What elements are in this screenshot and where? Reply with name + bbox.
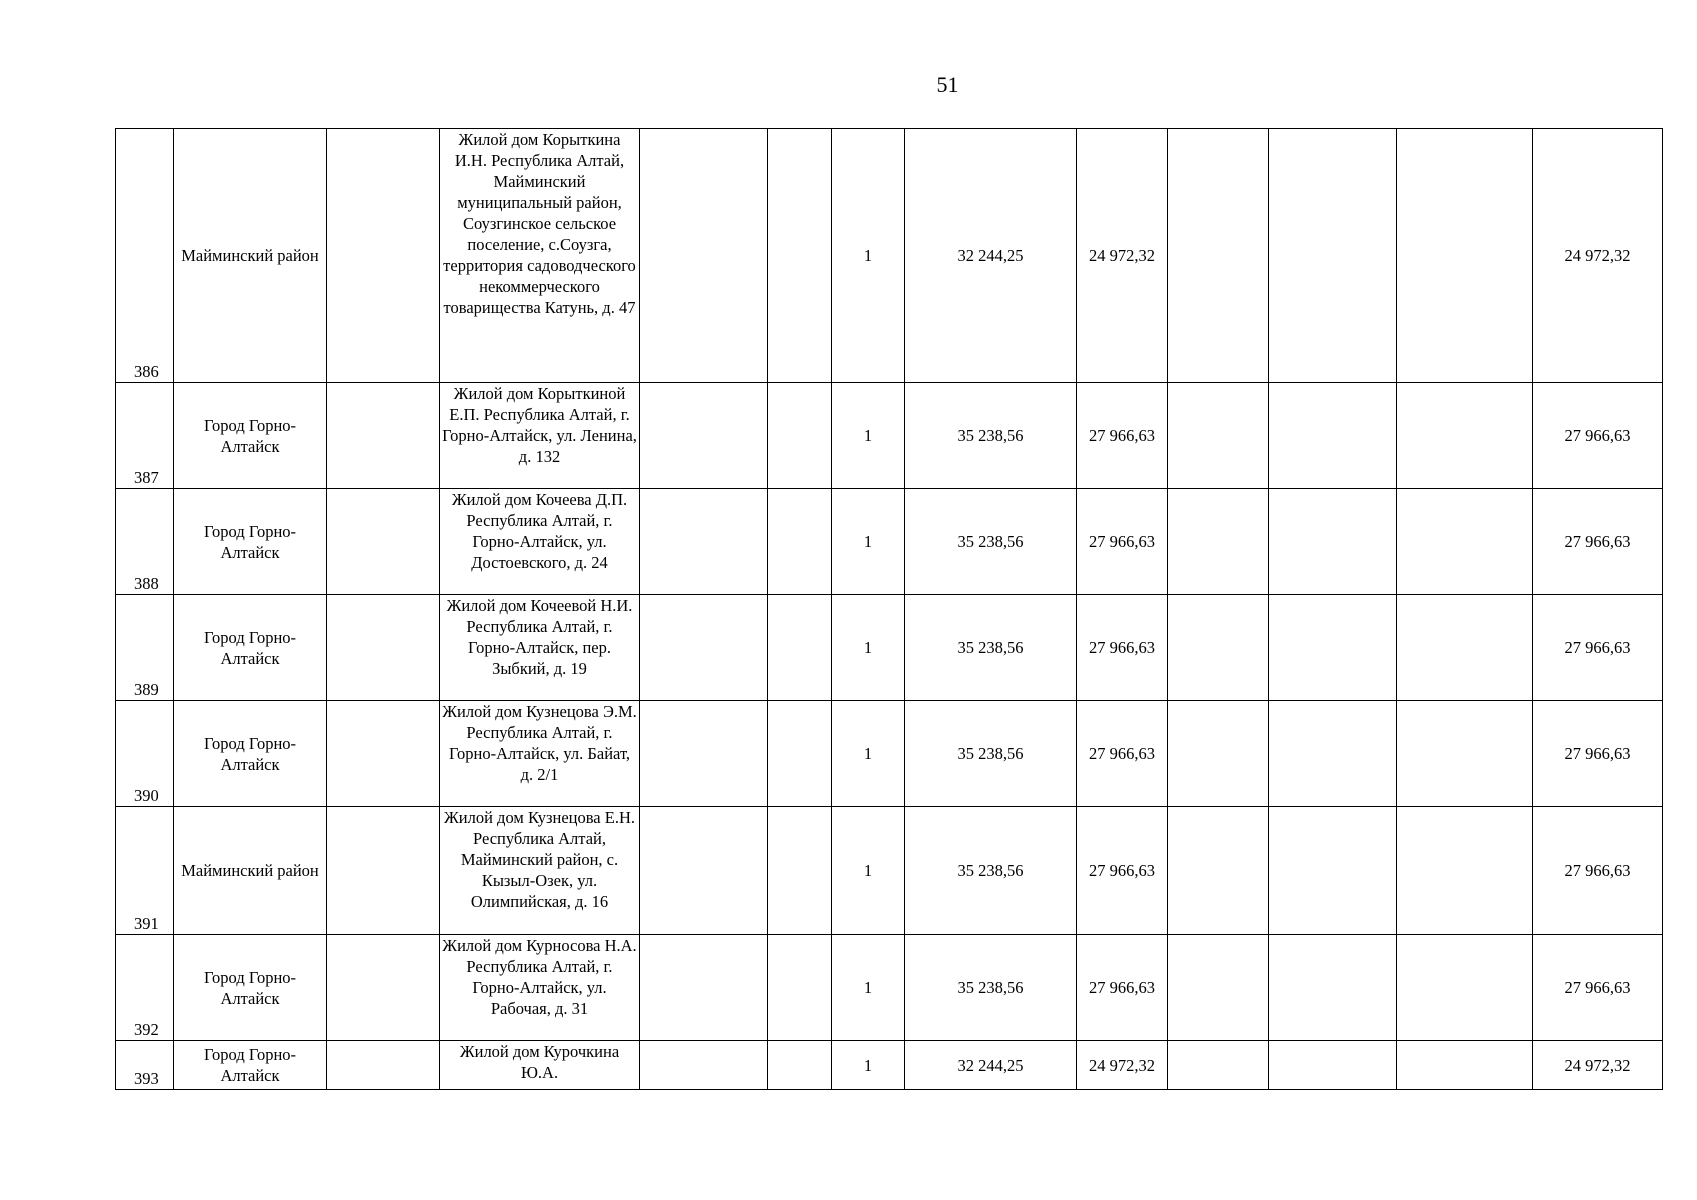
empty-cell bbox=[327, 489, 440, 595]
empty-cell bbox=[1269, 383, 1397, 489]
quantity-cell: 1 bbox=[832, 935, 905, 1041]
empty-cell bbox=[640, 1041, 768, 1090]
address-cell: Жилой дом Корыткина И.Н. Республика Алтай, Майминский муниципальный район, Соузгинское сельское поселение, с.Соузга, территория садоводческого некоммерческого товарищества Катунь, д. 47 bbox=[440, 129, 640, 383]
empty-cell bbox=[768, 935, 832, 1041]
empty-cell bbox=[1397, 383, 1533, 489]
address-cell: Жилой дом Кузнецова Э.М. Республика Алтай, г. Горно-Алтайск, ул. Байат, д. 2/1 bbox=[440, 701, 640, 807]
amount-cell: 24 972,32 bbox=[1077, 1041, 1168, 1090]
total-cell: 27 966,63 bbox=[1533, 807, 1663, 935]
empty-cell bbox=[1168, 807, 1269, 935]
empty-cell bbox=[640, 701, 768, 807]
row-number: 393 bbox=[116, 1041, 174, 1090]
total-cell: 27 966,63 bbox=[1533, 489, 1663, 595]
quantity-cell: 1 bbox=[832, 701, 905, 807]
empty-cell bbox=[1168, 489, 1269, 595]
total-cell: 27 966,63 bbox=[1533, 595, 1663, 701]
table-row bbox=[116, 383, 1663, 489]
amount-cell: 35 238,56 bbox=[905, 489, 1077, 595]
amount-cell: 35 238,56 bbox=[905, 807, 1077, 935]
table-row bbox=[116, 1041, 1663, 1090]
table-row bbox=[116, 701, 1663, 807]
quantity-cell: 1 bbox=[832, 383, 905, 489]
empty-cell bbox=[327, 701, 440, 807]
amount-cell: 27 966,63 bbox=[1077, 489, 1168, 595]
table-row bbox=[116, 129, 1663, 383]
district-cell: Город Горно-Алтайск bbox=[174, 383, 327, 489]
amount-cell: 32 244,25 bbox=[905, 129, 1077, 383]
empty-cell bbox=[640, 129, 768, 383]
total-cell: 27 966,63 bbox=[1533, 383, 1663, 489]
total-cell: 27 966,63 bbox=[1533, 935, 1663, 1041]
row-number: 392 bbox=[116, 935, 174, 1041]
empty-cell bbox=[327, 595, 440, 701]
housing-registry-table bbox=[115, 128, 1663, 1090]
amount-cell: 27 966,63 bbox=[1077, 595, 1168, 701]
amount-cell: 27 966,63 bbox=[1077, 935, 1168, 1041]
empty-cell bbox=[1397, 595, 1533, 701]
amount-cell: 24 972,32 bbox=[1077, 129, 1168, 383]
table-row bbox=[116, 489, 1663, 595]
row-number: 386 bbox=[116, 129, 174, 383]
empty-cell bbox=[1168, 935, 1269, 1041]
address-cell: Жилой дом Кузнецова Е.Н. Республика Алтай, Майминский район, с. Кызыл-Озек, ул. Олимпийская, д. 16 bbox=[440, 807, 640, 935]
quantity-cell: 1 bbox=[832, 489, 905, 595]
empty-cell bbox=[768, 1041, 832, 1090]
total-cell: 24 972,32 bbox=[1533, 129, 1663, 383]
empty-cell bbox=[1269, 595, 1397, 701]
empty-cell bbox=[1168, 129, 1269, 383]
quantity-cell: 1 bbox=[832, 807, 905, 935]
table-row bbox=[116, 807, 1663, 935]
empty-cell bbox=[327, 1041, 440, 1090]
total-cell: 24 972,32 bbox=[1533, 1041, 1663, 1090]
row-number: 387 bbox=[116, 383, 174, 489]
empty-cell bbox=[768, 489, 832, 595]
empty-cell bbox=[1397, 807, 1533, 935]
empty-cell bbox=[768, 595, 832, 701]
amount-cell: 32 244,25 bbox=[905, 1041, 1077, 1090]
page-number: 51 bbox=[936, 72, 959, 97]
district-cell: Майминский район bbox=[174, 129, 327, 383]
empty-cell bbox=[1397, 701, 1533, 807]
empty-cell bbox=[1269, 935, 1397, 1041]
empty-cell bbox=[327, 807, 440, 935]
row-number: 390 bbox=[116, 701, 174, 807]
amount-cell: 27 966,63 bbox=[1077, 383, 1168, 489]
quantity-cell: 1 bbox=[832, 129, 905, 383]
empty-cell bbox=[1269, 129, 1397, 383]
empty-cell bbox=[768, 383, 832, 489]
quantity-cell: 1 bbox=[832, 1041, 905, 1090]
empty-cell bbox=[640, 807, 768, 935]
empty-cell bbox=[327, 935, 440, 1041]
empty-cell bbox=[1168, 595, 1269, 701]
empty-cell bbox=[1269, 489, 1397, 595]
amount-cell: 35 238,56 bbox=[905, 595, 1077, 701]
empty-cell bbox=[1269, 701, 1397, 807]
row-number: 388 bbox=[116, 489, 174, 595]
empty-cell bbox=[768, 807, 832, 935]
amount-cell: 27 966,63 bbox=[1077, 807, 1168, 935]
district-cell: Майминский район bbox=[174, 807, 327, 935]
address-cell: Жилой дом Корыткиной Е.П. Республика Алтай, г. Горно-Алтайск, ул. Ленина, д. 132 bbox=[440, 383, 640, 489]
total-cell: 27 966,63 bbox=[1533, 701, 1663, 807]
district-cell: Город Горно-Алтайск bbox=[174, 595, 327, 701]
empty-cell bbox=[768, 129, 832, 383]
empty-cell bbox=[1397, 489, 1533, 595]
district-cell: Город Горно-Алтайск bbox=[174, 489, 327, 595]
empty-cell bbox=[327, 383, 440, 489]
district-cell: Город Горно-Алтайск bbox=[174, 701, 327, 807]
amount-cell: 35 238,56 bbox=[905, 383, 1077, 489]
address-cell: Жилой дом Кочеевой Н.И. Республика Алтай, г. Горно-Алтайск, пер. Зыбкий, д. 19 bbox=[440, 595, 640, 701]
empty-cell bbox=[768, 701, 832, 807]
amount-cell: 35 238,56 bbox=[905, 701, 1077, 807]
empty-cell bbox=[1168, 701, 1269, 807]
empty-cell bbox=[640, 595, 768, 701]
empty-cell bbox=[640, 935, 768, 1041]
empty-cell bbox=[1397, 129, 1533, 383]
empty-cell bbox=[640, 489, 768, 595]
empty-cell bbox=[1269, 807, 1397, 935]
district-cell: Город Горно-Алтайск bbox=[174, 935, 327, 1041]
address-cell: Жилой дом Курносова Н.А. Республика Алтай, г. Горно-Алтайск, ул. Рабочая, д. 31 bbox=[440, 935, 640, 1041]
empty-cell bbox=[1397, 1041, 1533, 1090]
table-row bbox=[116, 595, 1663, 701]
table-row bbox=[116, 935, 1663, 1041]
amount-cell: 27 966,63 bbox=[1077, 701, 1168, 807]
district-cell: Город Горно-Алтайск bbox=[174, 1041, 327, 1090]
empty-cell bbox=[1397, 935, 1533, 1041]
quantity-cell: 1 bbox=[832, 595, 905, 701]
row-number: 391 bbox=[116, 807, 174, 935]
row-number: 389 bbox=[116, 595, 174, 701]
empty-cell bbox=[1168, 1041, 1269, 1090]
address-cell: Жилой дом Курочкина Ю.А. bbox=[440, 1041, 640, 1090]
empty-cell bbox=[1269, 1041, 1397, 1090]
empty-cell bbox=[1168, 383, 1269, 489]
empty-cell bbox=[327, 129, 440, 383]
empty-cell bbox=[640, 383, 768, 489]
amount-cell: 35 238,56 bbox=[905, 935, 1077, 1041]
address-cell: Жилой дом Кочеева Д.П. Республика Алтай, г. Горно-Алтайск, ул. Достоевского, д. 24 bbox=[440, 489, 640, 595]
